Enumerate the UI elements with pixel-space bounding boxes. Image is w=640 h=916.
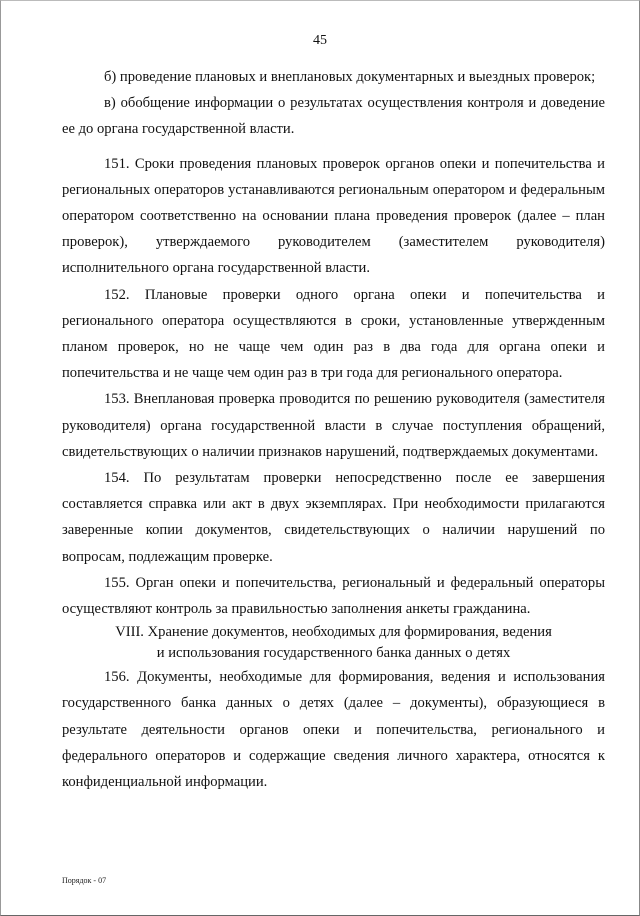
section-heading [62, 622, 605, 664]
paragraph-151: 151. Сроки проведения плановых проверок органов опеки и попечительства и региональных операторов устанавливаются региональным оператором и федеральным оператором соответственно на основании плана проведения проверок (далее – план проверок), утверждаемого руководителем (заместителем руководителя) исполнительного органа государственной власти. [62, 155, 605, 277]
paragraph-b: б) проведение плановых и внеплановых документарных и выездных проверок; [104, 69, 596, 85]
document-body [62, 64, 605, 795]
paragraph-156: 156. Документы, необходимые для формирования, ведения и использования государственного банка данных о детях (далее – документы), образующиеся в результате деятельности органов опеки и попечительства, регионального и федерального операторов и содержащие сведения личного характера, относятся к конфиденциальной информации. [62, 669, 605, 791]
paragraph-152: 152. Плановые проверки одного органа опеки и попечительства и регионального оператора осуществляются в сроки, установленные утвержденным планом проверок, но не чаще чем один раз в два года для органа опеки и попечительства и не чаще чем один раз в три года для регионального оператора. [62, 286, 605, 382]
paragraph-153: 153. Внеплановая проверка проводится по решению руководителя (заместителя руководителя) органа государственной власти в случае поступления обращений, свидетельствующих о наличии признаков нарушений, подтверждаемых документами. [62, 391, 605, 460]
paragraph-154: 154. По результатам проверки непосредственно после ее завершения составляется справка или акт в двух экземплярах. При необходимости прилагаются заверенные копии документов, свидетельствующих о наличии нарушений по вопросам, подлежащим проверке. [62, 470, 605, 565]
footer-label: Порядок - 07 [62, 876, 107, 885]
section-heading-line-2: и использования государственного банка данных о детях [156, 645, 511, 662]
paragraph-155: 155. Орган опеки и попечительства, региональный и федеральный операторы осуществляют контроль за правильностью заполнения анкеты гражданина. [62, 574, 605, 618]
section-heading-line-1: VIII. Хранение документов, необходимых для формирования, ведения [115, 624, 552, 641]
paragraph-v: в) обобщение информации о результатах осуществления контроля и доведение ее до органа государственной власти. [62, 95, 605, 138]
page-number: 45 [313, 33, 327, 48]
